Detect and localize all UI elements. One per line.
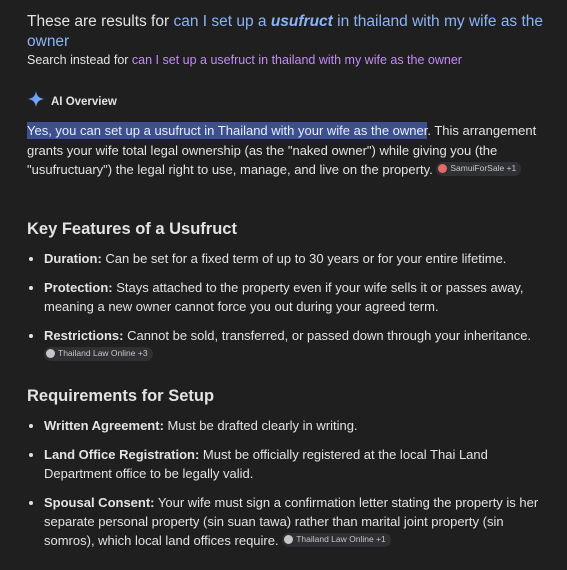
list-item: Land Office Registration: Must be officially registered at the local Thai Land Department office to be legally valid. bbox=[27, 445, 547, 483]
source-chip[interactable]: SamuiForSale +1 bbox=[436, 162, 521, 176]
source-chip[interactable]: Thailand Law Online +1 bbox=[282, 533, 391, 547]
corrected-word: usufruct bbox=[270, 13, 333, 30]
section-title-requirements: Requirements for Setup bbox=[27, 387, 215, 405]
requirements-list bbox=[27, 416, 547, 560]
ai-overview-header bbox=[27, 90, 117, 113]
results-for-line bbox=[27, 12, 547, 52]
source-favicon-icon bbox=[284, 535, 293, 544]
source-chip[interactable]: Thailand Law Online +3 bbox=[44, 347, 153, 361]
results-prefix: These are results for bbox=[27, 13, 174, 30]
list-item: Protection: Stays attached to the property even if your wife sells it or passes away, meaning a new owner cannot force you out during your agreed term. bbox=[27, 278, 547, 316]
sparkle-icon bbox=[27, 90, 45, 113]
key-features-list bbox=[27, 249, 547, 374]
search-instead-line: Search instead for can I set up a usefruct in thailand with my wife as the owner bbox=[27, 53, 462, 67]
source-favicon-icon bbox=[46, 349, 55, 358]
source-favicon-icon bbox=[438, 164, 447, 173]
list-item: Written Agreement: Must be drafted clearly in writing. bbox=[27, 416, 547, 435]
section-title-key-features: Key Features of a Usufruct bbox=[27, 220, 237, 238]
list-item: Duration: Can be set for a fixed term of up to 30 years or for your entire lifetime. bbox=[27, 249, 547, 268]
search-instead-link[interactable]: can I set up a usefruct in thailand with my wife as the owner bbox=[131, 53, 462, 67]
corrected-query-link[interactable]: can I set up a usufruct in thailand with my wife as the owner bbox=[27, 13, 544, 50]
list-item: Restrictions: Cannot be sold, transferred, or passed down through your inheritance. Thailand Law Online +3 bbox=[27, 326, 547, 364]
list-item: Spousal Consent: Your wife must sign a confirmation letter stating the property is her separate personal property (sin suan tawa) rather than marital joint property (sin somros), which local land offices require. Thailand Law Online +1 bbox=[27, 493, 547, 550]
highlighted-answer: Yes, you can set up a usufruct in Thailand with your wife as the owner bbox=[27, 123, 428, 138]
ai-overview-label: AI Overview bbox=[51, 95, 117, 108]
ai-overview-intro: Yes, you can set up a usufruct in Thailand with your wife as the owner. This arrangement grants your wife total legal ownership (as the "naked owner") while giving you (the "usufructuary") the legal right to use, manage, and live on the property. SamuiForSale +1 bbox=[27, 123, 537, 177]
